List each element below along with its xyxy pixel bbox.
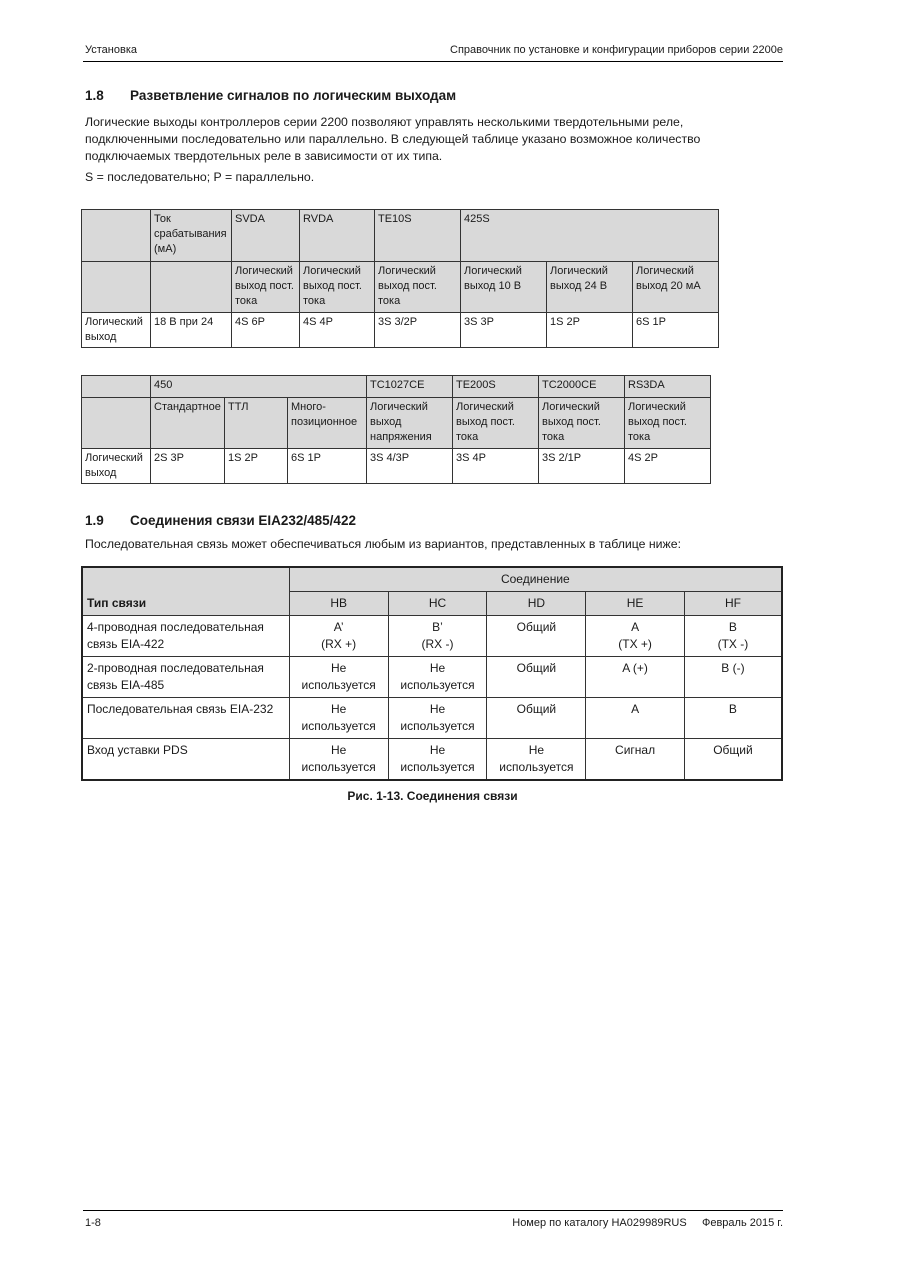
table-cell: TC2000CE [539, 376, 625, 398]
table-row [82, 698, 782, 739]
table-cell: Логический выход [82, 313, 151, 348]
table-cell: 1S 2P [547, 313, 633, 348]
section-heading-1-9 [85, 513, 356, 528]
table-cell: B (-) [684, 657, 782, 698]
table-cell: TE200S [453, 376, 539, 398]
running-header-section: Установка [85, 44, 137, 56]
table-cell: 4S 6P [232, 313, 300, 348]
table-cell [82, 398, 151, 449]
table-cell: 6S 1P [288, 449, 367, 484]
table-cell: Не используется [388, 739, 487, 781]
table-cell: Ток срабатывания (мА) [151, 210, 232, 262]
table-cell: Стандартное [151, 398, 225, 449]
figure-caption: Рис. 1-13. Соединения связи [347, 789, 518, 803]
section-number: 1.9 [85, 513, 104, 528]
legend-paragraph: S = последовательно; P = параллельно. [85, 170, 315, 184]
table-cell: Логический выход 20 мА [633, 262, 719, 313]
table-cell: A [586, 698, 685, 739]
table-cell: 4S 4P [300, 313, 375, 348]
terminal-header: HF [684, 592, 782, 616]
table-cell: SVDA [232, 210, 300, 262]
ssr-table-1 [81, 209, 719, 348]
table-cell [151, 262, 232, 313]
table-cell: B [684, 698, 782, 739]
comm-type-cell: Последовательная связь EIA-232 [82, 698, 289, 739]
table-cell: Сигнал [586, 739, 685, 781]
table-cell: Логический выход пост. тока [375, 262, 461, 313]
paragraph-line: подключаемых твердотельных реле в зависимости от их типа. [85, 149, 443, 163]
type-column-header: Тип связи [82, 567, 289, 616]
table-cell: Не используется [289, 739, 388, 781]
section-paragraph: Последовательная связь может обеспечиваться любым из вариантов, представленных в таблице ниже: [85, 537, 682, 551]
table-cell: Не используется [388, 657, 487, 698]
table-cell: Много-позиционное [288, 398, 367, 449]
table-cell: 6S 1P [633, 313, 719, 348]
table-cell: A (TX +) [586, 616, 685, 657]
table-cell: B (TX -) [684, 616, 782, 657]
table-cell: 2S 3P [151, 449, 225, 484]
table-cell: ТТЛ [225, 398, 288, 449]
section-title: Разветвление сигналов по логическим выходам [130, 88, 457, 103]
table-cell: 425S [461, 210, 719, 262]
terminal-header: HB [289, 592, 388, 616]
table-cell: Логический выход пост. тока [453, 398, 539, 449]
table-row [82, 657, 782, 698]
table-cell: A (+) [586, 657, 685, 698]
terminal-header: HC [388, 592, 487, 616]
table-cell: Логический выход пост. тока [625, 398, 711, 449]
table-cell: TC1027CE [367, 376, 453, 398]
table-row [82, 616, 782, 657]
table-cell: 3S 3/2P [375, 313, 461, 348]
paragraph-line: подключенными последовательно или параллельно. В следующей таблице указано возможное количество [85, 132, 701, 146]
table-cell: Не используется [487, 739, 586, 781]
table-cell: Не используется [289, 657, 388, 698]
comm-type-cell: Вход уставки PDS [82, 739, 289, 781]
table-cell: Общий [487, 657, 586, 698]
table-cell: 3S 2/1P [539, 449, 625, 484]
table-cell: Не используется [388, 698, 487, 739]
table-cell: 3S 4P [453, 449, 539, 484]
terminal-header: HE [586, 592, 685, 616]
page-number: 1-8 [85, 1217, 101, 1229]
comms-connections-table [81, 566, 783, 781]
table-cell: RVDA [300, 210, 375, 262]
table-cell: Логический выход 24 В [547, 262, 633, 313]
table-cell: Общий [487, 616, 586, 657]
section-title: Соединения связи EIA232/485/422 [130, 513, 356, 528]
terminal-header: HD [487, 592, 586, 616]
table-cell: Логический выход пост. тока [300, 262, 375, 313]
section-heading-1-8 [85, 88, 456, 103]
table-cell: Общий [684, 739, 782, 781]
table-cell: 3S 4/3P [367, 449, 453, 484]
section-number: 1.8 [85, 88, 104, 103]
section-paragraph [85, 114, 725, 165]
catalog-info: Номер по каталогу HA029989RUS Февраль 2015 г. [512, 1217, 783, 1229]
table-cell: Логический выход напряжения [367, 398, 453, 449]
footer-rule [83, 1210, 783, 1211]
table-cell: 18 В при 24 [151, 313, 232, 348]
header-rule [83, 61, 783, 62]
running-header-title: Справочник по установке и конфигурации приборов серии 2200e [450, 44, 783, 56]
comm-type-cell: 2-проводная последовательная связь EIA-485 [82, 657, 289, 698]
ssr-table-2 [81, 375, 711, 484]
table-cell: Логический выход [82, 449, 151, 484]
table-cell: Логический выход пост. тока [539, 398, 625, 449]
table-row [82, 739, 782, 781]
connection-group-header: Соединение [289, 567, 782, 592]
table-cell: 4S 2P [625, 449, 711, 484]
table-cell: RS3DA [625, 376, 711, 398]
table-cell: Не используется [289, 698, 388, 739]
table-cell: 1S 2P [225, 449, 288, 484]
table-cell [82, 262, 151, 313]
paragraph-line: Логические выходы контроллеров серии 2200 позволяют управлять несколькими твердотельными реле, [85, 115, 684, 129]
table-cell: 3S 3P [461, 313, 547, 348]
table-cell: A’ (RX +) [289, 616, 388, 657]
table-cell: Логический выход 10 В [461, 262, 547, 313]
table-cell: Логический выход пост. тока [232, 262, 300, 313]
table-cell: B’ (RX -) [388, 616, 487, 657]
table-cell [82, 210, 151, 262]
table-cell: TE10S [375, 210, 461, 262]
table-cell: Общий [487, 698, 586, 739]
table-cell [82, 376, 151, 398]
comm-type-cell: 4-проводная последовательная связь EIA-422 [82, 616, 289, 657]
table-cell: 450 [151, 376, 367, 398]
